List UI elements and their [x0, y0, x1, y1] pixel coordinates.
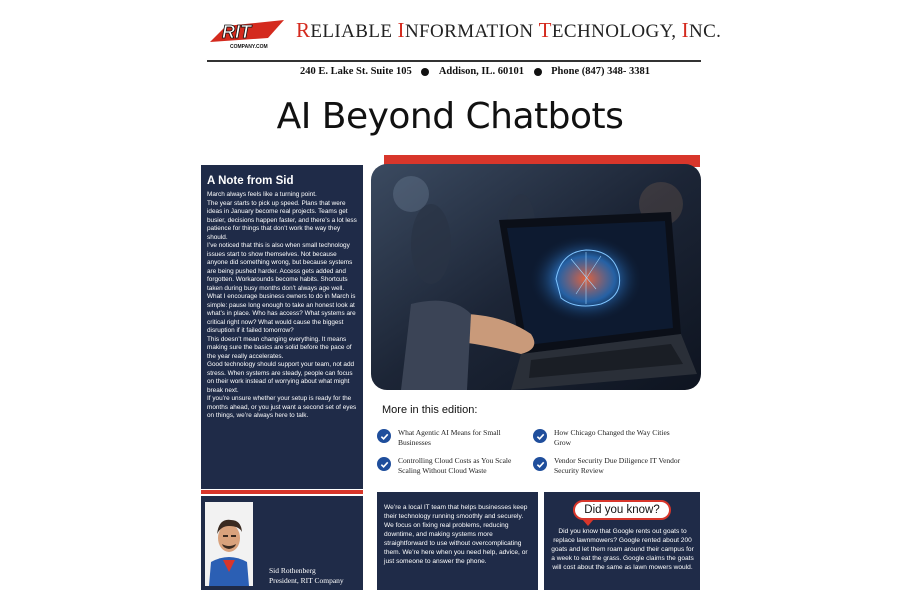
note-paragraph: The year starts to pick up speed. Plans that were ideas in January become real projects. Teams get busier, decisions happen faster, and there’s a lot less patience for things that don’t work the way they should.: [207, 199, 357, 241]
accent-bar: [201, 490, 363, 494]
edition-item[interactable]: [533, 456, 683, 476]
logo-subtext: COMPANY.COM: [230, 44, 268, 50]
ai-laptop-image: [371, 164, 701, 390]
phone-number: Phone (847) 348- 3381: [551, 66, 650, 77]
note-paragraph: This doesn’t mean changing everything. It means making sure the basics are solid before the pace of the year really accelerates.: [207, 335, 352, 360]
signature-role: President, RIT Company: [269, 576, 344, 585]
about-panel: We’re a local IT team that helps businesses keep their technology running smoothly and securely. We focus on fixing real problems, reducing downtime, and making systems more straightforward to use without overcomplicating them. We’re here when you need help, advice, or just someone to answer the phone.: [377, 492, 538, 590]
city-address: Addison, IL. 60101: [438, 66, 525, 77]
edition-item[interactable]: [377, 456, 527, 476]
note-from-sid-panel: [201, 165, 363, 489]
note-paragraph: What I encourage business owners to do in March is simple: pause long enough to take an honest look at what’s in place. Who has access? What systems are critical right now? What would cause the biggest disruption if it failed tomorrow?: [207, 293, 356, 334]
signature-block: [269, 566, 344, 586]
sid-portrait: [205, 502, 253, 586]
did-you-know-panel: [544, 492, 700, 590]
bullet-icon: [534, 68, 542, 76]
address-line: [300, 66, 650, 77]
checkmark-icon: [377, 429, 391, 443]
note-paragraph: I’ve noticed that this is also when small technology issues start to show themselves. Not because anyone did something wrong, but because systems are being pushed harder. Access gets added and forgotten. Workarounds become habits. Shortcuts taken during busy months don’t always age well.: [207, 242, 353, 292]
bullet-icon: [421, 68, 429, 76]
header-divider: [207, 60, 701, 62]
checkmark-icon: [533, 429, 547, 443]
rit-logo: [208, 12, 288, 52]
edition-item-label: Vendor Security Due Diligence IT Vendor Security Review: [554, 456, 681, 475]
edition-item-label: How Chicago Changed the Way Cities Grow: [554, 428, 670, 447]
edition-item-label: What Agentic AI Means for Small Businesses: [398, 428, 501, 447]
note-paragraph: March always feels like a turning point.: [207, 191, 317, 198]
did-you-know-text: Did you know that Google rents out goats to replace lawnmowers? Google rented about 200 goats and let them roam around their campus for a week to eat the grass. Google claims the goats will cost about the same as lawn mowers would.: [551, 528, 694, 571]
edition-item[interactable]: [533, 428, 683, 448]
edition-heading: More in this edition:: [382, 404, 478, 416]
edition-item-label: Controlling Cloud Costs as You Scale Scaling Without Cloud Waste: [398, 456, 512, 475]
company-name: RELIABLE INFORMATION TECHNOLOGY, INC.: [296, 18, 722, 42]
did-you-know-badge: Did you know?: [573, 500, 671, 520]
speech-bubble-tail: [582, 519, 594, 526]
edition-item[interactable]: [377, 428, 527, 448]
street-address: 240 E. Lake St. Suite 105: [300, 66, 412, 77]
checkmark-icon: [533, 457, 547, 471]
logo-text: RIT: [222, 22, 251, 42]
note-paragraph: Good technology should support your team, not add stress. When systems are steady, people can focus on their work instead of worrying about what might break next.: [207, 361, 355, 394]
note-paragraph: If you’re unsure whether your setup is ready for the months ahead, or you just want a second set of eyes on things, we’re always here to talk.: [207, 395, 357, 419]
note-heading: A Note from Sid: [207, 175, 294, 187]
page-title: AI Beyond Chatbots: [276, 96, 624, 137]
checkmark-icon: [377, 457, 391, 471]
signature-panel: [201, 496, 363, 590]
signature-name: Sid Rothenberg: [269, 566, 316, 575]
